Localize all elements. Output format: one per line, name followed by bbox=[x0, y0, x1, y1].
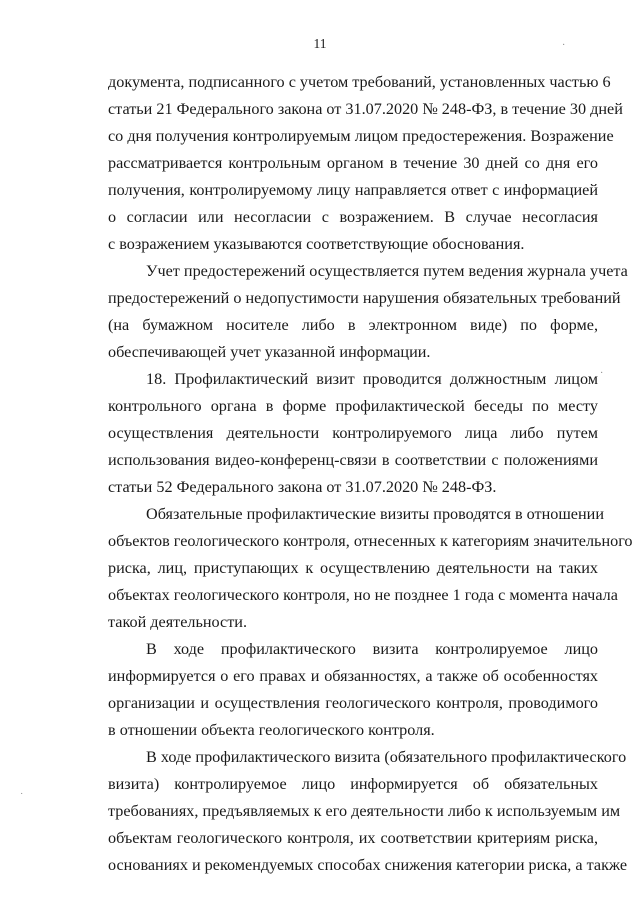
scan-speck: ˙ bbox=[20, 792, 24, 803]
text-line: использования видео-конференц-связи в соответствии с положениями bbox=[108, 451, 598, 469]
text-line: в отношении объекта геологического контроля. bbox=[108, 721, 435, 739]
text-line: основаниях и рекомендуемых способах снижения категории риска, а также bbox=[108, 856, 628, 874]
text-line: информируется о его правах и обязанностях, а также об особенностях bbox=[108, 667, 598, 685]
text-line: статьи 21 Федерального закона от 31.07.2020 № 248-ФЗ, в течение 30 дней bbox=[108, 100, 623, 118]
text-line: 18. Профилактический визит проводится должностным лицом bbox=[146, 370, 598, 388]
scan-speck: · bbox=[600, 368, 604, 379]
text-line: такой деятельности. bbox=[108, 613, 248, 631]
text-line: обеспечивающей учет указанной информации. bbox=[108, 343, 431, 361]
text-line: с возражением указываются соответствующие обоснования. bbox=[108, 235, 525, 253]
text-line: осуществления деятельности контролируемого лица либо путем bbox=[108, 424, 598, 442]
text-line: визита) контролируемое лицо информируется об обязательных bbox=[108, 775, 598, 793]
text-line: Обязательные профилактические визиты проводятся в отношении bbox=[146, 505, 604, 523]
text-line: объектов геологического контроля, отнесенных к категориям значительного bbox=[108, 532, 633, 550]
text-line: получения, контролируемому лицу направляется ответ с информацией bbox=[108, 181, 598, 199]
text-line: требованиях, предъявляемых к его деятельности либо к используемым им bbox=[108, 802, 621, 820]
text-line: объектах геологического контроля, но не позднее 1 года с момента начала bbox=[108, 586, 618, 604]
text-line: рассматривается контрольным органом в течение 30 дней со дня его bbox=[108, 154, 598, 172]
text-line: (на бумажном носителе либо в электронном виде) по форме, bbox=[108, 316, 598, 334]
text-line: В ходе профилактического визита контролируемое лицо bbox=[146, 640, 598, 658]
text-line: о согласии или несогласии с возражением. В случае несогласия bbox=[108, 208, 598, 226]
text-line: риска, лиц, приступающих к осуществлению деятельности на таких bbox=[108, 559, 598, 577]
text-line: В ходе профилактического визита (обязательного профилактического bbox=[146, 748, 627, 766]
text-line: предостережений о недопустимости нарушения обязательных требований bbox=[108, 289, 621, 307]
text-line: Учет предостережений осуществляется путем ведения журнала учета bbox=[146, 262, 628, 280]
text-line: со дня получения контролируемым лицом предостережения. Возражение bbox=[108, 127, 614, 145]
text-line: документа, подписанного с учетом требований, установленных частью 6 bbox=[108, 73, 611, 91]
text-line: объектам геологического контроля, их соответствии критериям риска, bbox=[108, 829, 598, 847]
scan-speck: · bbox=[562, 40, 566, 51]
page-number: 11 bbox=[313, 36, 327, 51]
text-line: контрольного органа в форме профилактической беседы по месту bbox=[108, 397, 598, 415]
text-line: организации и осуществления геологического контроля, проводимого bbox=[108, 694, 598, 712]
text-line: статьи 52 Федерального закона от 31.07.2020 № 248-ФЗ. bbox=[108, 478, 497, 496]
